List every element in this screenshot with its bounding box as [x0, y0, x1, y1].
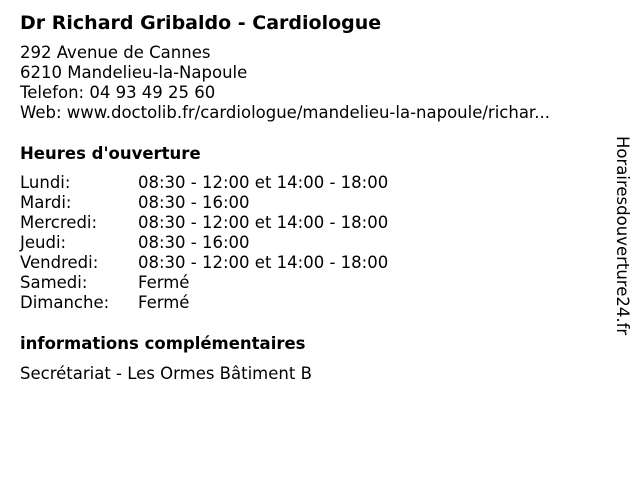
day-label: Mardi:: [20, 193, 72, 212]
phone-number: Telefon: 04 93 49 25 60: [20, 83, 216, 102]
hours-row-saturday: [20, 273, 388, 293]
hours-row-thursday: [20, 233, 388, 253]
day-label: Dimanche:: [20, 293, 110, 312]
hours-value: 08:30 - 12:00 et 14:00 - 18:00: [138, 213, 389, 232]
day-label: Mercredi:: [20, 213, 98, 232]
hours-value: Fermé: [138, 293, 190, 312]
hours-row-friday: [20, 253, 388, 273]
street-address: 292 Avenue de Cannes: [20, 43, 211, 62]
hours-value: Fermé: [138, 273, 190, 292]
hours-row-wednesday: [20, 213, 388, 233]
day-label: Samedi:: [20, 273, 88, 292]
day-label: Lundi:: [20, 173, 71, 192]
city-address: 6210 Mandelieu-la-Napoule: [20, 63, 248, 82]
day-label: Jeudi:: [20, 233, 67, 252]
hours-value: 08:30 - 16:00: [138, 233, 250, 252]
address-block: [20, 43, 550, 123]
day-label: Vendredi:: [20, 253, 99, 272]
hours-row-sunday: [20, 293, 388, 313]
additional-info-text: Secrétariat - Les Ormes Bâtiment B: [20, 364, 312, 383]
additional-info-heading: informations complémentaires: [20, 334, 306, 353]
opening-hours-heading: Heures d'ouverture: [20, 144, 201, 163]
hours-value: 08:30 - 16:00: [138, 193, 250, 212]
hours-value: 08:30 - 12:00 et 14:00 - 18:00: [138, 173, 389, 192]
hours-row-tuesday: [20, 193, 388, 213]
hours-row-monday: [20, 173, 388, 193]
watermark-text: Horairesdouverture24.fr: [613, 136, 632, 336]
opening-hours-table: [20, 173, 388, 313]
hours-value: 08:30 - 12:00 et 14:00 - 18:00: [138, 253, 389, 272]
website-url: Web: www.doctolib.fr/cardiologue/mandelieu-la-napoule/richar...: [20, 103, 550, 122]
page-title: Dr Richard Gribaldo - Cardiologue: [20, 12, 382, 34]
